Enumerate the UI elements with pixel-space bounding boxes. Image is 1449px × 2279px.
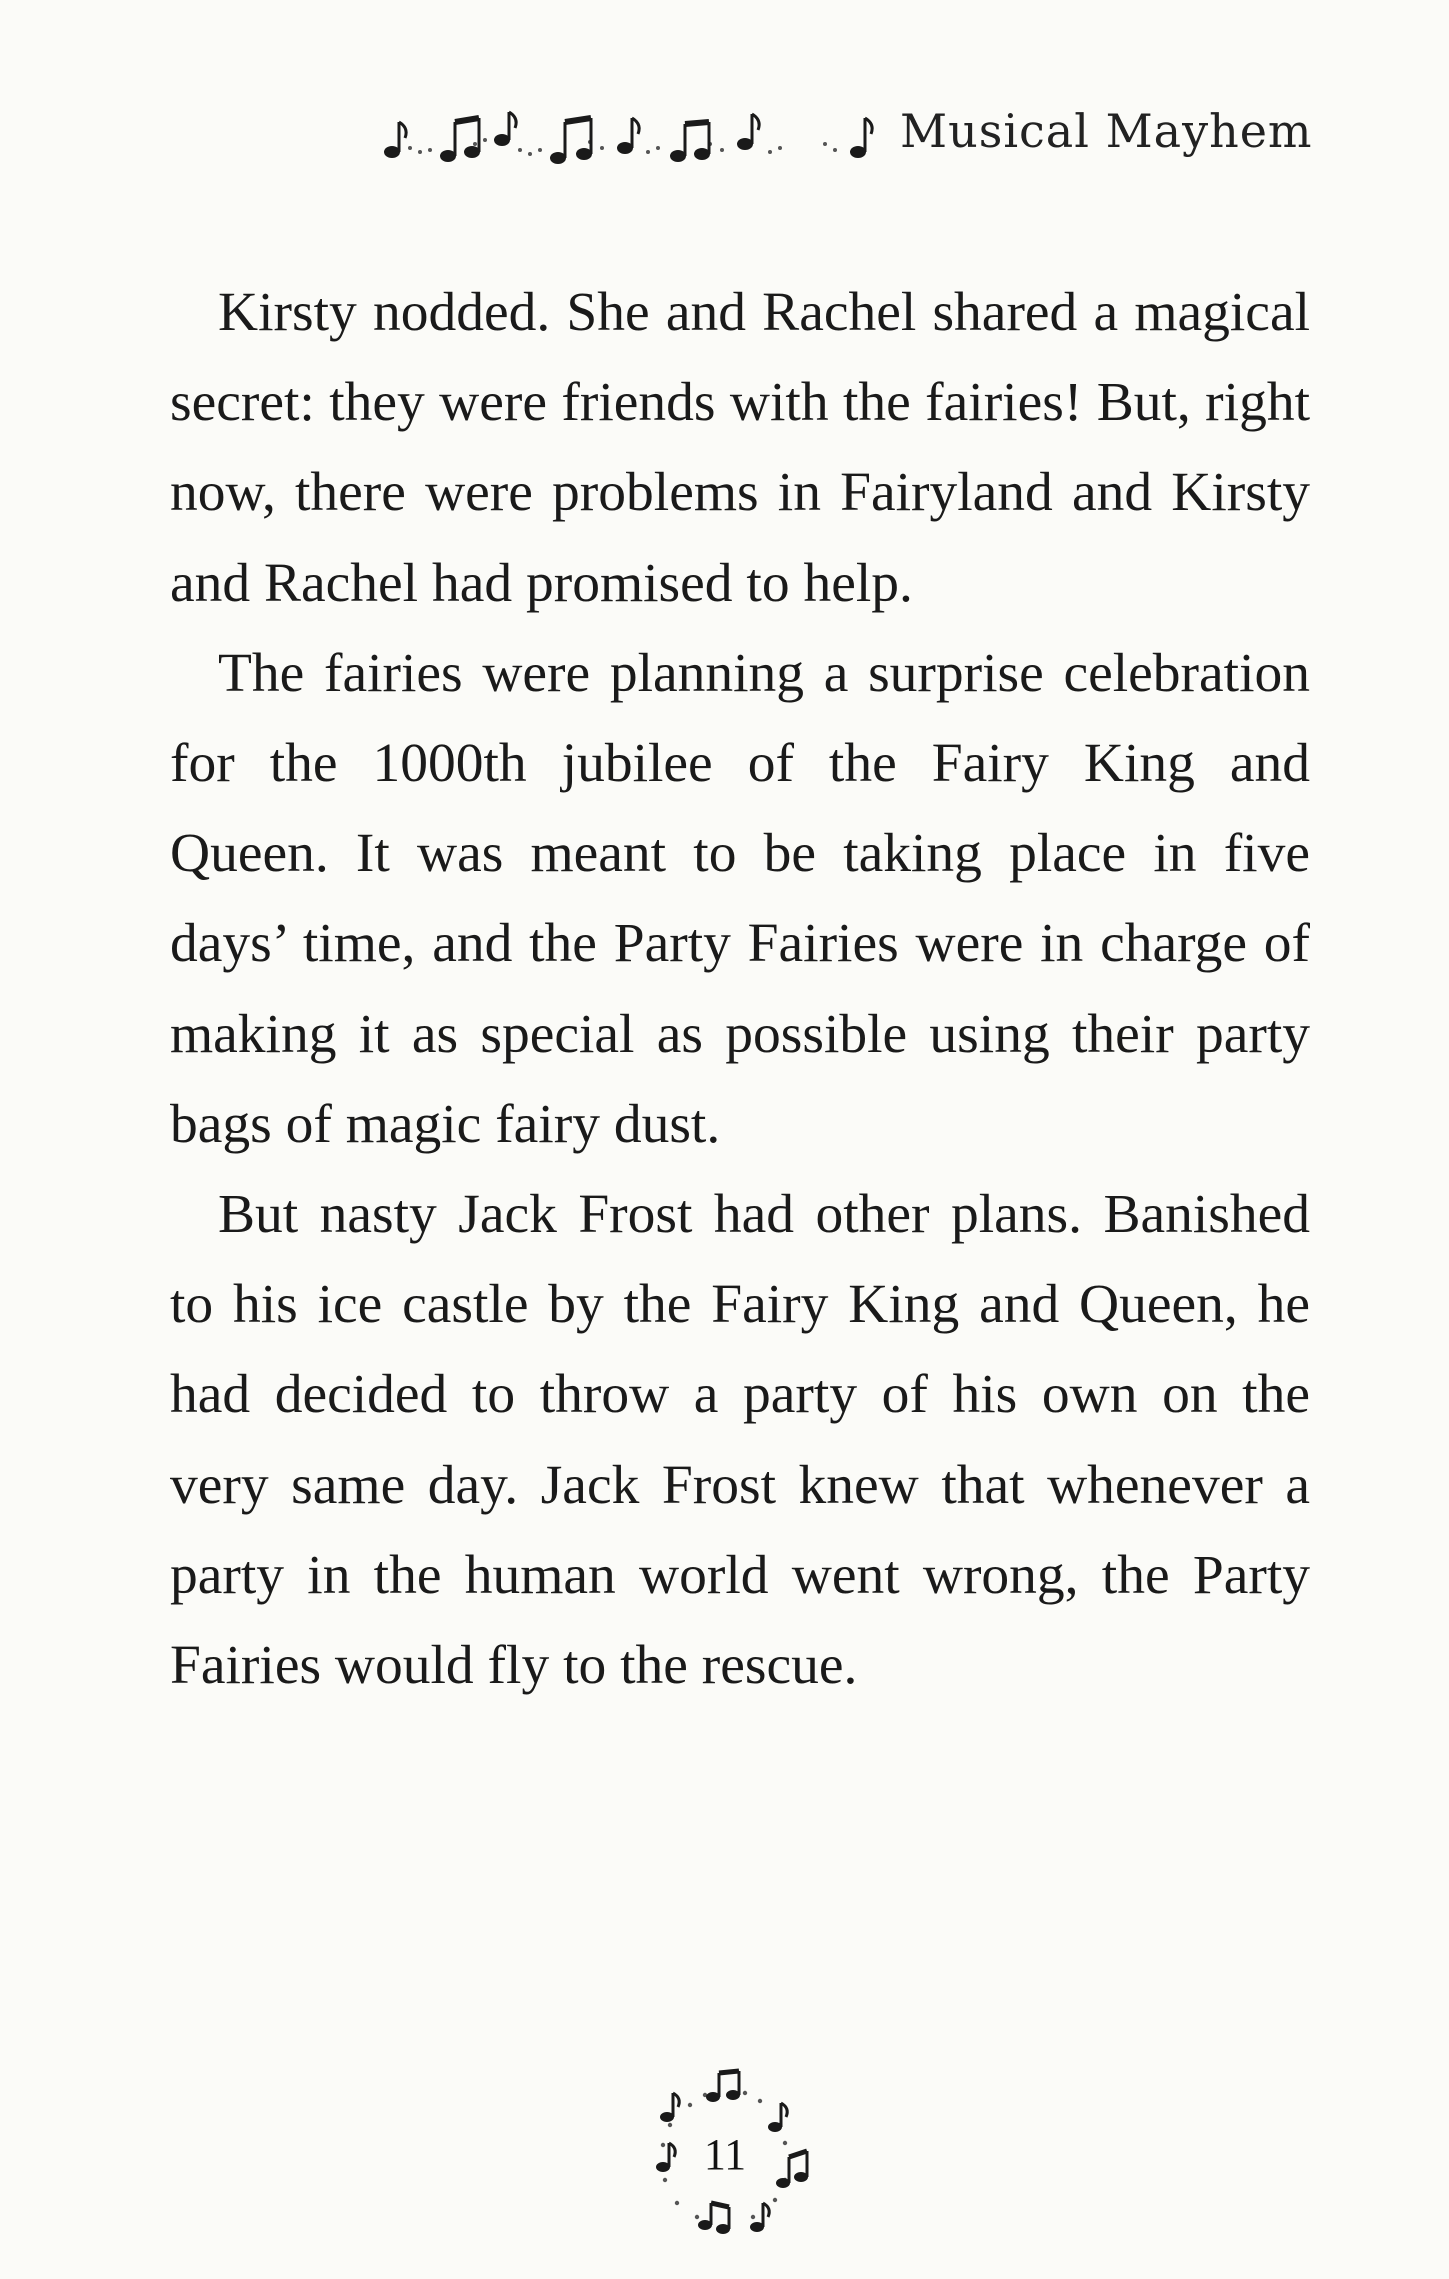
page-number: 11 — [703, 2130, 747, 2179]
paragraph: Kirsty nodded. She and Rachel shared a magical secret: they were friends with the fairies! But, right now, there were problems in Fairyland and Kirsty and Rachel had promised to help. — [170, 282, 1310, 614]
paragraph: The fairies were planning a surprise celebration for the 1000th jubilee of the Fairy King and Queen. It was meant to be taking place in five days’ time, and the Party Fairies were in charge of making it as special as possible using their party bags of magic fairy dust. — [170, 642, 1310, 1155]
running-header-title: Musical Mayhem — [900, 104, 1313, 158]
paragraph: But nasty Jack Frost had other plans. Banished to his ice castle by the Fairy King and Queen, he had decided to throw a party of his own on the very same day. Jack Frost knew that whenever a party in the human world went wrong, the Party Fairies would fly to the rescue. — [170, 1184, 1310, 1697]
music-notes-border-icon — [380, 100, 880, 170]
running-header — [380, 100, 1313, 170]
page-number-badge — [635, 2065, 815, 2245]
body-text — [170, 268, 1310, 1711]
